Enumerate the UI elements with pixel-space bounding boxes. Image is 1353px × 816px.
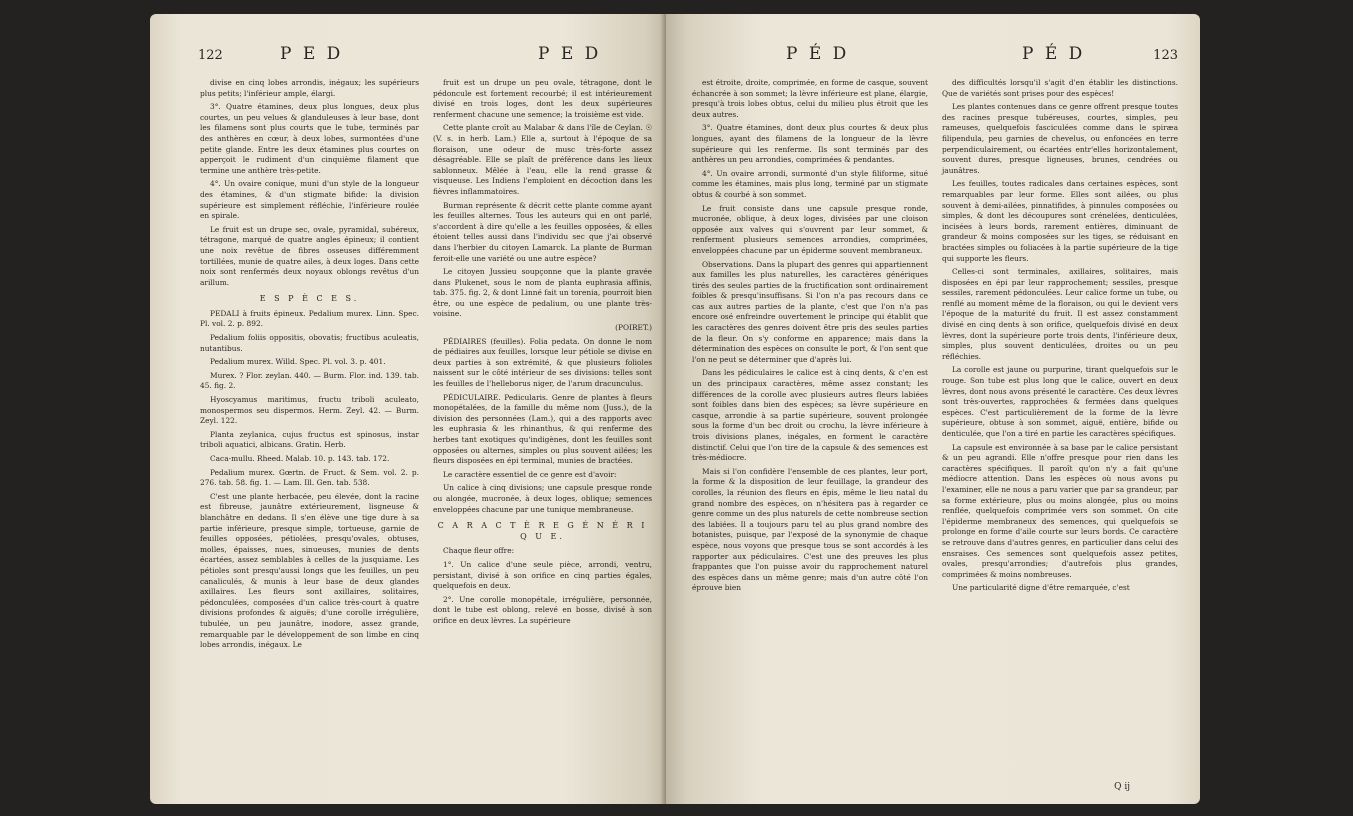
left-column-2 [433, 78, 652, 654]
paragraph: 3°. Quatre étamines, dont deux plus courtes & deux plus longues, ayant des filamens de la longueur de la lèvre supérieure qui les renferme. Ils sont terminés par des anthères un peu arrondies, comprimées & pendantes. [692, 123, 928, 165]
paragraph: Murex. ? Flor. zeylan. 440. — Burm. Flor. ind. 139. tab. 45. fig. 2. [200, 370, 419, 391]
paragraph: Hyoscyamus maritimus, fructu triboli aculeato, monospermos seu dispermos. Herm. Zeyl. 42. — Burm. Zeyl. 122. [200, 395, 419, 426]
paragraph: Cette plante croît au Malabar & dans l'île de Ceylan. ☉ (V. s. in herb. Lam.) Elle a, surtout à l'époque de sa floraison, une odeur de musc très-forte assez désagréable. Elle se plaît de préférence dans les lieux sablonneux. Mêlée à l'eau, elle la rend grasse & visqueuse. Les Indiens l'emploient en décoction dans les fièvres inflammatoires. [433, 123, 652, 196]
paragraph: 1°. Un calice d'une seule pièce, arrondi, ventru, persistant, divisé à son orifice en cinq parties égales, quelquefois en deux. [433, 559, 652, 591]
paragraph: divise en cinq lobes arrondis, inégaux; les supérieurs plus petits; l'inférieur ample, élargi. [200, 78, 419, 98]
paragraph: des difficultés lorsqu'il s'agit d'en établir les distinctions. Que de variétés sont prises pour des espèces! [942, 78, 1178, 98]
paragraph: Un calice à cinq divisions; une capsule presque ronde ou alongée, mucronée, à deux loges, oblique; semences enveloppées chacune par une tunique membraneuse. [433, 483, 652, 514]
right-running-head-col2: P É D [1022, 44, 1086, 64]
paragraph: Le fruit consiste dans une capsule presque ronde, mucronée, oblique, à deux loges, divisées par une cloison opposée aux valves qui s'ouvrent par leur sommet, & renferment plusieurs semences arrondies, comprimées, enveloppées chacune par un épiderme souvent membraneux. [692, 203, 928, 255]
signature-mark: Q ij [1114, 782, 1130, 792]
right-running-head: P É D [786, 44, 850, 64]
paragraph: fruit est un drupe un peu ovale, tétragone, dont le pédoncule est fortement recourbé; il est intérieurement divisé en trois loges, dont les deux supérieures renferment chacune une semence; la troisième est vide. [433, 78, 652, 119]
paragraph: La corolle est jaune ou purpurine, tirant quelquefois sur le rouge. Son tube est plus long que le calice, ouvert en deux lèvres, dont nous avons présenté le caractère. Ces deux lèvres sont très-ouvertes, rapprochées & fermées dans quelques espèces. C'est particulièrement de la forme de la lèvre supérieure, obtuse à son sommet, aiguë, entière, bifide ou denticulée, que l'on a tiré en partie les caractères spécifiques. [942, 365, 1178, 438]
left-running-head: P E D [280, 44, 344, 64]
paragraph: Les plantes contenues dans ce genre offrent presque toutes des racines presque tubéreuses, courtes, simples, peu rameuses, quelquefois fasciculées comme dans le spiræa filipendula, peu garnies de chevelus, ou enfoncées en terre perpendiculairement, ou écartées entr'elles horizontalement, souvent dures, presque ligneuses, brunes, cendrées ou jaunâtres. [942, 102, 1178, 175]
right-page [666, 14, 1200, 804]
paragraph: est étroite, droite, comprimée, en forme de casque, souvent échancrée à son sommet; la lèvre inférieure est plane, élargie, presqu'à trois lobes obtus, celui du milieu plus étroit que les deux autres. [692, 78, 928, 119]
paragraph: Pedalium murex. Gœrtn. de Fruct. & Sem. vol. 2. p. 276. tab. 58. fig. 1. — Lam. Ill. Gen. tab. 538. [200, 467, 419, 488]
left-page-number: 122 [198, 48, 223, 63]
paragraph: Mais si l'on confidère l'ensemble de ces plantes, leur port, la forme & la disposition de leur feuillage, la grandeur des corolles, la réunion des fleurs en épis, même le lieu natal du grand nombre des espèces, on n'hésitera pas à regarder ce genre comme un des plus naturels de cette nombreuse section des labiées. Il a toujours paru tel au plus grand nombre des botanistes, puisque, par l'exposé de la synonymie de chaque espèce, nous voyons que presque tous se sont accordés à les rapporter aux pédiculaires. C'est une des preuves les plus frappantes que l'on puisse avoir du rapprochement naturel des espèces dans un même genre; mais d'un autre côté l'on éprouve bien [692, 466, 928, 593]
right-page-number: 123 [1153, 48, 1178, 63]
paragraph: 4°. Un ovaire arrondi, surmonté d'un style filiforme, situé comme les étamines, mais plus long, terminé par un stigmate obtus & courbé à son sommet. [692, 168, 928, 199]
right-column-1 [692, 78, 928, 597]
paragraph: Le caractère essentiel de ce genre est d'avoir: [443, 469, 617, 479]
paragraph: Planta zeylanica, cujus fructus est spinosus, instar triboli aquatici, albicans. Gratin. Herb. [200, 429, 419, 450]
left-columns [200, 78, 652, 654]
section-heading: C A R A C T È R E G É N É R I Q U E. [437, 521, 648, 541]
paragraph: Les feuilles, toutes radicales dans certaines espèces, sont remarquables par leur forme. Elles sont ailées, ou plus souvent à demi-ailées, pinnatifides, à pinnules composées ou simples, & dont les découpures sont crénelées, denticulées, incisées à leurs bords, rarement entières, diminuant de grandeur & moins composées sur les tiges, se réduisant en bractées simples ou foliacées à la partie supérieure de la tige qui supporte les fleurs. [942, 179, 1178, 263]
paragraph: Le citoyen Jussieu soupçonne que la plante gravée dans Plukenet, sous le nom de planta euphrasia affinis, tab. 375. fig. 2, & dont Linné fait un torenia, pourroit bien être, ou une espèce de pedalium, ou une plante très-voisine. [433, 267, 652, 319]
left-running-head-col2: P E D [538, 44, 602, 64]
paragraph: Pedalium murex. Willd. Spec. Pl. vol. 3. p. 401. [210, 357, 386, 367]
author-signature: (POIRET.) [615, 323, 652, 333]
paragraph: Celles-ci sont terminales, axillaires, solitaires, mais disposées en épi par leur rapprochement; sessiles, presque sessiles, rarement pédonculées. Leur calice forme un tube, ou renflé au moment même de la floraison, ou qui le devient vers l'époque de la maturité du fruit. Il est assez constamment divisé en cinq dents à son orifice, quelquefois divisé en deux lèvres, dont la supérieure porte trois dents, l'inférieure deux, simples, plus souvent denticulées, droites ou un peu réfléchies. [942, 267, 1178, 361]
right-column-2 [942, 78, 1178, 597]
paragraph: 4°. Un ovaire conique, muni d'un style de la longueur des étamines, & d'un stigmate bifide: la division supérieure est simplement réfléchie, l'inférieure roulée en spirale. [200, 179, 419, 221]
section-heading: E S P È C E S. [259, 294, 360, 304]
paragraph: Chaque fleur offre: [443, 546, 515, 556]
paragraph: Le fruit est un drupe sec, ovale, pyramidal, subéreux, tétragone, marqué de quatre angles épineux; il contient une noix revêtue de fibres osseuses différemment tortillées, munie de quatre ailes, à deux loges. Dans cette noix sont renfermés deux noyaux oblongs revêtus d'un arillum. [200, 224, 419, 287]
paragraph: Burman représente & décrit cette plante comme ayant les feuilles alternes. Tous les auteurs qui en ont parlé, s'accordent à dire qu'elle a les feuilles opposées, & elles étoient telles aussi dans l'individu sec que j'ai observé dans l'herbier du citoyen Lamarck. La plante de Burman feroit-elle une variété ou une autre espèce? [433, 200, 652, 263]
paragraph: Dans les pédiculaires le calice est à cinq dents, & c'en est un des principaux caractères, même assez constant; les différences de la corolle avec plusieurs autres fleurs labiées sont foibles dans bien des espèces; sa lèvre supérieure en casque, arrondie à sa partie supérieure, souvent prolongée sous la forme d'un bec droit ou crochu, la lèvre inférieure à trois divisions planes, inégales, en forment le caractère distinctif. Celui que l'on tire de la capsule & des semences est très-médiocre. [692, 368, 928, 463]
paragraph: Pedalium foliis oppositis, obovatis; fructibus aculeatis, nutantibus. [200, 333, 419, 353]
paragraph: PÉDIAIRES (feuilles). Folia pedata. On donne le nom de pédiaires aux feuilles, lorsque leur pétiole se divise en deux parties à son extrémité, & que plusieurs folioles naissent sur le côté intérieur de ses divisions: telles sont les feuilles de l'helleborus niger, de l'arum dracunculus. [433, 336, 652, 389]
paragraph: Observations. Dans la plupart des genres qui appartiennent aux familles les plus naturelles, les caractères génériques tirés des seules parties de la fructification sont ordinairement foibles & presqu'insuffisans. Si l'on n'a pas recours dans ce cas aux autres parties de la plante, c'est que l'on n'a pas encore osé enfreindre ouvertement le principe qui établit que les caractères des genres doivent être pris des seules parties de la fleur. On s'y conforme en apparence; mais dans la détermination des espèces on consulte le port, & l'on sent que l'on ne peut se déterminer que d'après lui. [692, 259, 928, 364]
paragraph: C'est une plante herbacée, peu élevée, dont la racine est fibreuse, jaunâtre extérieurement, lisgneuse & blanchâtre en dedans. Il s'en élève une tige dure à sa partie inférieure, presque simple, tortueuse, garnie de feuilles opposées, pétiolées, presqu'ovales, obtuses, molles, épaisses, nues, sinueuses, munies de dents écartées, assez semblables à celles de la jusquiame. Les pétioles sont presqu'aussi longs que les feuilles, un peu canaliculés, & munis à leur base de deux glandes axillaires. Les fleurs sont axillaires, solitaires, pédonculées, composées d'un calice très-court à quatre divisions profondes & aiguës; d'une corolle irrégulière, tubulée, un peu jaunâtre, inodore, assez grande, remarquable par le développement de son limbe en cinq lobes arrondis, inégaux. Le [200, 491, 419, 650]
paragraph: PEDALI à fruits épineux. Pedalium murex. Linn. Spec. Pl. vol. 2. p. 892. [200, 308, 419, 329]
paragraph: 2°. Une corolle monopétale, irrégulière, personnée, dont le tube est oblong, relevé en bosse, divisé à son orifice en deux lèvres. La supérieure [433, 594, 652, 625]
left-page [150, 14, 666, 804]
right-columns [692, 78, 1178, 597]
paragraph: La capsule est environnée à sa base par le calice persistant & un peu agrandi. Elle n'offre presque pour rien dans les caractères spécifiques. Il paroît qu'on n'y a fait qu'une médiocre attention. Dans les espèces où nous avons pu l'examiner, elle ne nous a paru varier que par sa grandeur, par sa forme extérieure, plus ou moins alongée, plus ou moins renflée, quelquefois comprimée vers son sommet. On cite l'épiderme membraneux des semences, qui quelquefois se prolonge en forme d'aile courte sur leurs bords. Ce caractère se retrouve dans d'autres genres, en particulier dans celui des ensraises. Ces semences sont quelquefois assez petites, ovales, presqu'arrondies; d'autrefois plus grandes, comprimées & moins nombreuses. [942, 442, 1178, 579]
left-column-1 [200, 78, 419, 654]
paragraph: 3°. Quatre étamines, deux plus longues, deux plus courtes, un peu velues & glanduleuses à leur base, dont les filamens sont plus courts que le tube, terminés par des anthères en cœur, à deux lobes, surmontées d'une petite glande. Entre les deux étamines plus courtes on apperçoit le rudiment d'un cinquième filament que termine une anthère très-petite. [200, 102, 419, 175]
paragraph: PÉDICULAIRE. Pedicularis. Genre de plantes à fleurs monopétalées, de la famille du même nom (Juss.), de la division des personnées (Lam.), qui a des rapports avec les euphrasia & les rhinanthus, & qui renferme des herbes tant exotiques qu'indigènes, dont les feuilles sont opposées ou alternes, simples ou plus souvent ailées; les fleurs disposées en épi terminal, munies de bractées. [433, 392, 652, 466]
paragraph: Une particularité digne d'être remarquée, c'est [952, 583, 1130, 593]
paragraph: Caca-mullu. Rheed. Malab. 10. p. 143. tab. 172. [210, 454, 390, 463]
